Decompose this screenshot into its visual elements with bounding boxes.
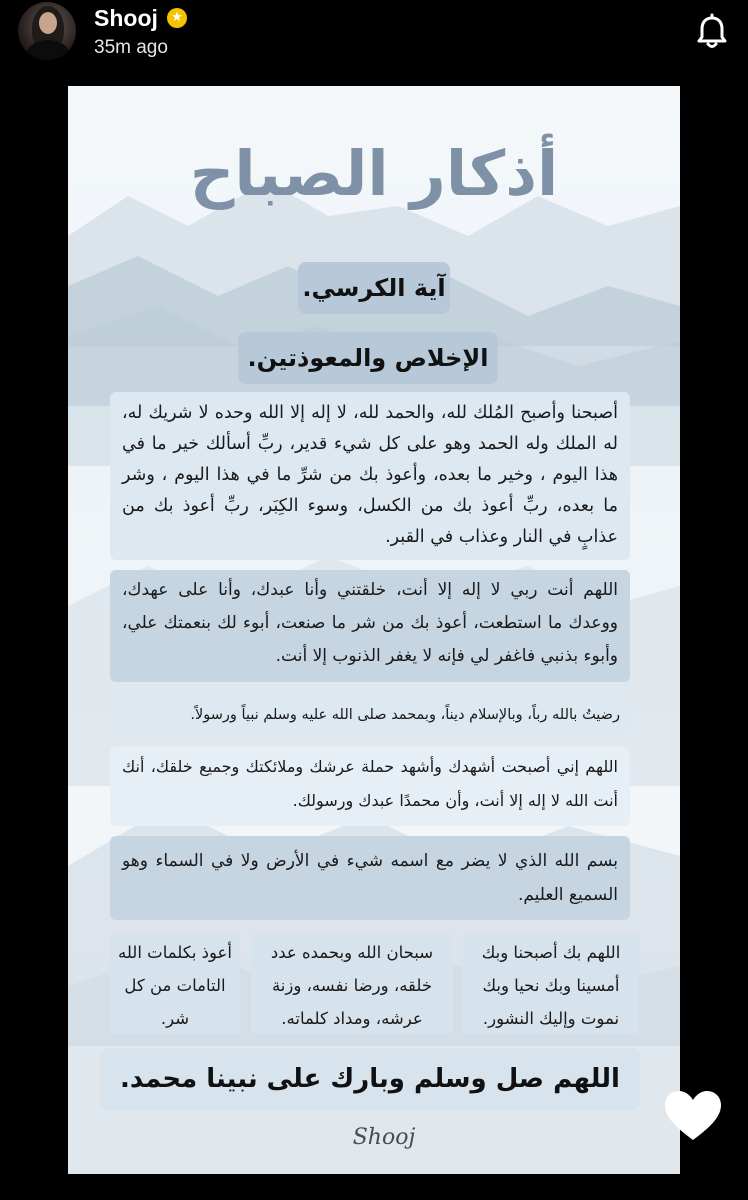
dhikr-subhanallah: سبحان الله وبحمده عدد خلقه، ورضا نفسه، وزنة عرشه، ومداد كلماته. — [251, 934, 453, 1034]
heart-icon[interactable] — [662, 1088, 724, 1144]
dhikr-bismillah: بسم الله الذي لا يضر مع اسمه شيء في الأرض ولا في السماء وهو السميع العليم. — [110, 836, 630, 920]
dhikr-sayyid-alistighfar: اللهم أنت ربي لا إله إلا أنت، خلقتني وأنا عبدك، وأنا على عهدك، ووعدك ما استطعت، أعوذ بك من شر ما صنعت، أبوء لك بنعمتك علي، وأبوء بذنبي فاغفر لي فإنه لا يغفر الذنوب إلا أنت. — [110, 570, 630, 682]
dhikr-asbahna: أصبحنا وأصبح المُلك لله، والحمد لله، لا إله إلا الله وحده لا شريك له، له الملك وله الحمد وهو على كل شيء قدير، ربِّ أسألك خير ما في هذا اليوم ، وخير ما بعده، وأعوذ بك من شرِّ ما في هذا اليوم ، وشر ما بعده، ربِّ أعوذ بك من الكسل، وسوء الكِبَر، ربِّ أعوذ بك من عذابٍ في النار وعذاب في القبر. — [110, 392, 630, 560]
dhikr-allahumma-bika: اللهم بك أصبحنا وبك أمسينا وبك نحيا وبك نموت وإليك النشور. — [463, 934, 639, 1034]
story-image — [68, 86, 680, 1174]
signature: Shooj — [352, 1125, 416, 1150]
timestamp: 35m ago — [94, 37, 168, 58]
page-title: أذكار الصباح — [189, 137, 559, 210]
username[interactable]: Shooj — [94, 5, 158, 31]
dhikr-raditu: رضيتُ بالله رباً، وبالإسلام ديناً، وبمحمد صلى الله عليه وسلم نبياً ورسولاً. — [110, 694, 630, 736]
star-icon: ★ — [167, 8, 187, 28]
bell-icon[interactable] — [692, 12, 732, 52]
avatar[interactable] — [18, 2, 76, 60]
dhikr-audhu-bikalimat: أعوذ بكلمات الله التامات من كل شر. — [110, 934, 240, 1034]
ayat-alkursi-label: آية الكرسي. — [298, 262, 450, 314]
closing-salawat: اللهم صل وسلم وبارك على نبينا محمد. — [100, 1048, 640, 1110]
story-header — [0, 0, 748, 70]
ikhlas-label: الإخلاص والمعوذتين. — [238, 332, 498, 384]
dhikr-ashhaduk: اللهم إني أصبحت أشهدك وأشهد حملة عرشك وملائكتك وجميع خلقك، أنك أنت الله لا إله إلا أنت، وأن محمدًا عبدك ورسولك. — [110, 746, 630, 826]
